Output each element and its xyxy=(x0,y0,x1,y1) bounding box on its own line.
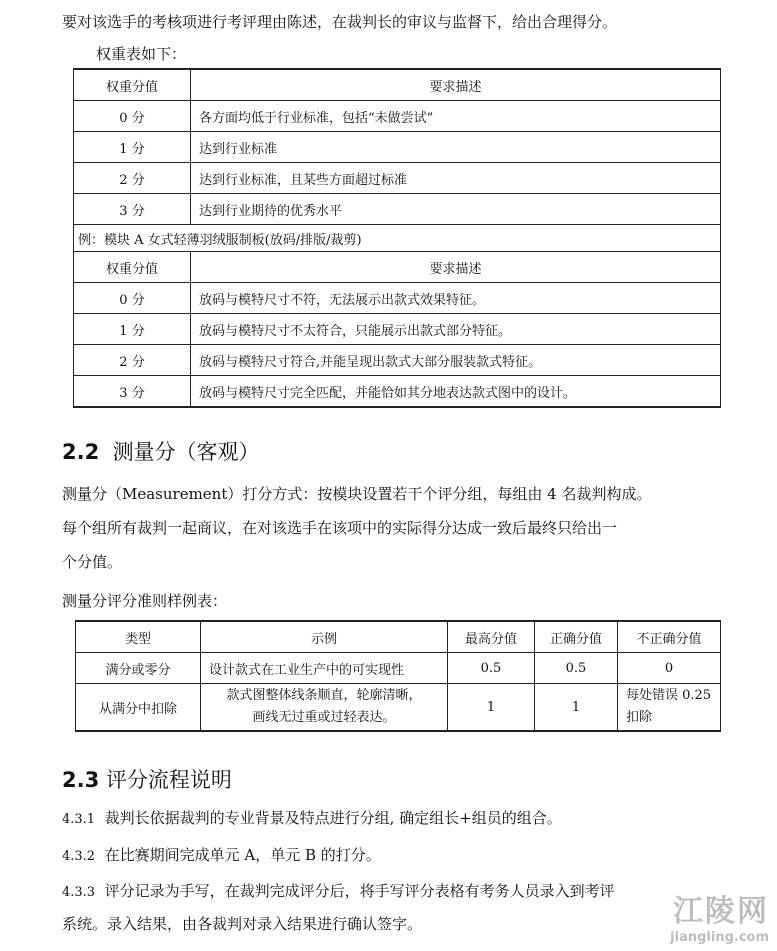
example-col-header: 示例 xyxy=(201,621,448,653)
weight-table-title: 权重表如下： xyxy=(96,45,187,63)
correct-cell: 0.5 xyxy=(535,653,618,684)
table-row xyxy=(74,376,721,408)
type-cell: 满分或零分 xyxy=(76,653,201,684)
max-col-header: 最高分值 xyxy=(448,621,535,653)
section-number: 2.3 xyxy=(62,768,100,792)
table-row xyxy=(74,132,721,163)
example-line: 款式图整体线条顺直，轮廓清晰， xyxy=(226,688,422,703)
paragraph-line: 个分值。 xyxy=(62,553,123,571)
step-number: 4.3.1 xyxy=(62,812,96,827)
watermark-title: 江陵网 xyxy=(673,894,769,929)
type-col-header: 类型 xyxy=(76,621,201,653)
paragraph-line: 每个组所有裁判一起商议，在对该选手在该项中的实际得分达成一致后最终只给出一 xyxy=(62,519,618,537)
incorrect-line: 扣除 xyxy=(626,710,653,725)
measure-table-title: 测量分评分准则样例表： xyxy=(62,592,228,610)
table-row xyxy=(74,101,721,132)
section-title: 评分流程说明 xyxy=(105,768,232,792)
step-number: 4.3.3 xyxy=(62,885,96,900)
section-title: 测量分（客观） xyxy=(112,440,260,464)
weight-cell: 2 分 xyxy=(74,163,191,194)
weight-cell: 0 分 xyxy=(74,283,191,314)
example-cell: 设计款式在工业生产中的可实现性 xyxy=(201,653,448,684)
intro-text: 要对该选手的考核项进行考评理由陈述，在裁判长的审议与监督下，给出合理得分。 xyxy=(62,13,618,31)
description-cell: 达到行业标准 xyxy=(191,132,721,163)
max-cell: 1 xyxy=(448,684,535,732)
table-row xyxy=(74,194,721,225)
measure-table xyxy=(75,620,721,732)
weight-col-header: 权重分值 xyxy=(74,69,191,101)
description-col-header: 要求描述 xyxy=(191,69,721,101)
incorrect-line: 每处错误 0.25 xyxy=(626,688,712,703)
table-row xyxy=(74,283,721,314)
example-title: 例：模块 A 女式轻薄羽绒服制板(放码/排版/裁剪) xyxy=(74,225,721,252)
incorrect-cell: 0 xyxy=(618,653,721,684)
weight-cell: 3 分 xyxy=(74,194,191,225)
step-text: 裁判长依据裁判的专业背景及特点进行分组, 确定组长+组员的组合。 xyxy=(104,809,562,827)
example-line: 画线无过重或过轻表达。 xyxy=(252,710,396,725)
weight-table xyxy=(73,68,721,408)
weight-cell: 2 分 xyxy=(74,345,191,376)
step-number: 4.3.2 xyxy=(62,849,96,864)
table-row xyxy=(76,653,721,684)
correct-col-header: 正确分值 xyxy=(535,621,618,653)
description-cell: 达到行业标准，且某些方面超过标准 xyxy=(191,163,721,194)
watermark-url: jiangling.com xyxy=(670,930,769,945)
watermark-logo xyxy=(670,886,769,945)
weight-cell: 0 分 xyxy=(74,101,191,132)
max-cell: 0.5 xyxy=(448,653,535,684)
section-heading-2-3 xyxy=(62,766,232,794)
step-line xyxy=(62,881,615,903)
step-line xyxy=(62,808,562,830)
table-row xyxy=(74,314,721,345)
table-row xyxy=(74,345,721,376)
description-cell: 各方面均低于行业标准，包括“未做尝试” xyxy=(191,101,721,132)
description-cell: 放码与模特尺寸不符，无法展示出款式效果特征。 xyxy=(191,283,721,314)
step-continuation: 系统。录入结果，由各裁判对录入结果进行确认签字。 xyxy=(62,915,423,933)
description-col-header: 要求描述 xyxy=(191,252,721,283)
correct-cell: 1 xyxy=(535,684,618,732)
weight-cell: 1 分 xyxy=(74,314,191,345)
step-text: 评分记录为手写，在裁判完成评分后，将手写评分表格有考务人员录入到考评 xyxy=(104,882,615,900)
weight-cell: 3 分 xyxy=(74,376,191,408)
section-heading-2-2 xyxy=(62,438,260,466)
step-line xyxy=(62,845,381,867)
step-text: 在比赛期间完成单元 A，单元 B 的打分。 xyxy=(104,846,381,864)
incorrect-cell xyxy=(618,684,721,732)
table-row xyxy=(76,684,721,732)
incorrect-col-header: 不正确分值 xyxy=(618,621,721,653)
description-cell: 达到行业期待的优秀水平 xyxy=(191,194,721,225)
weight-col-header: 权重分值 xyxy=(74,252,191,283)
description-cell: 放码与模特尺寸符合,并能呈现出款式大部分服装款式特征。 xyxy=(191,345,721,376)
paragraph-line: 测量分（Measurement）打分方式：按模块设置若干个评分组，每组由 4 名裁判构成。 xyxy=(62,485,652,503)
description-cell: 放码与模特尺寸完全匹配，并能恰如其分地表达款式图中的设计。 xyxy=(191,376,721,408)
section-number: 2.2 xyxy=(62,440,100,464)
example-cell xyxy=(201,684,448,732)
type-cell: 从满分中扣除 xyxy=(76,684,201,732)
table-row xyxy=(74,163,721,194)
weight-cell: 1 分 xyxy=(74,132,191,163)
description-cell: 放码与模特尺寸不太符合，只能展示出款式部分特征。 xyxy=(191,314,721,345)
